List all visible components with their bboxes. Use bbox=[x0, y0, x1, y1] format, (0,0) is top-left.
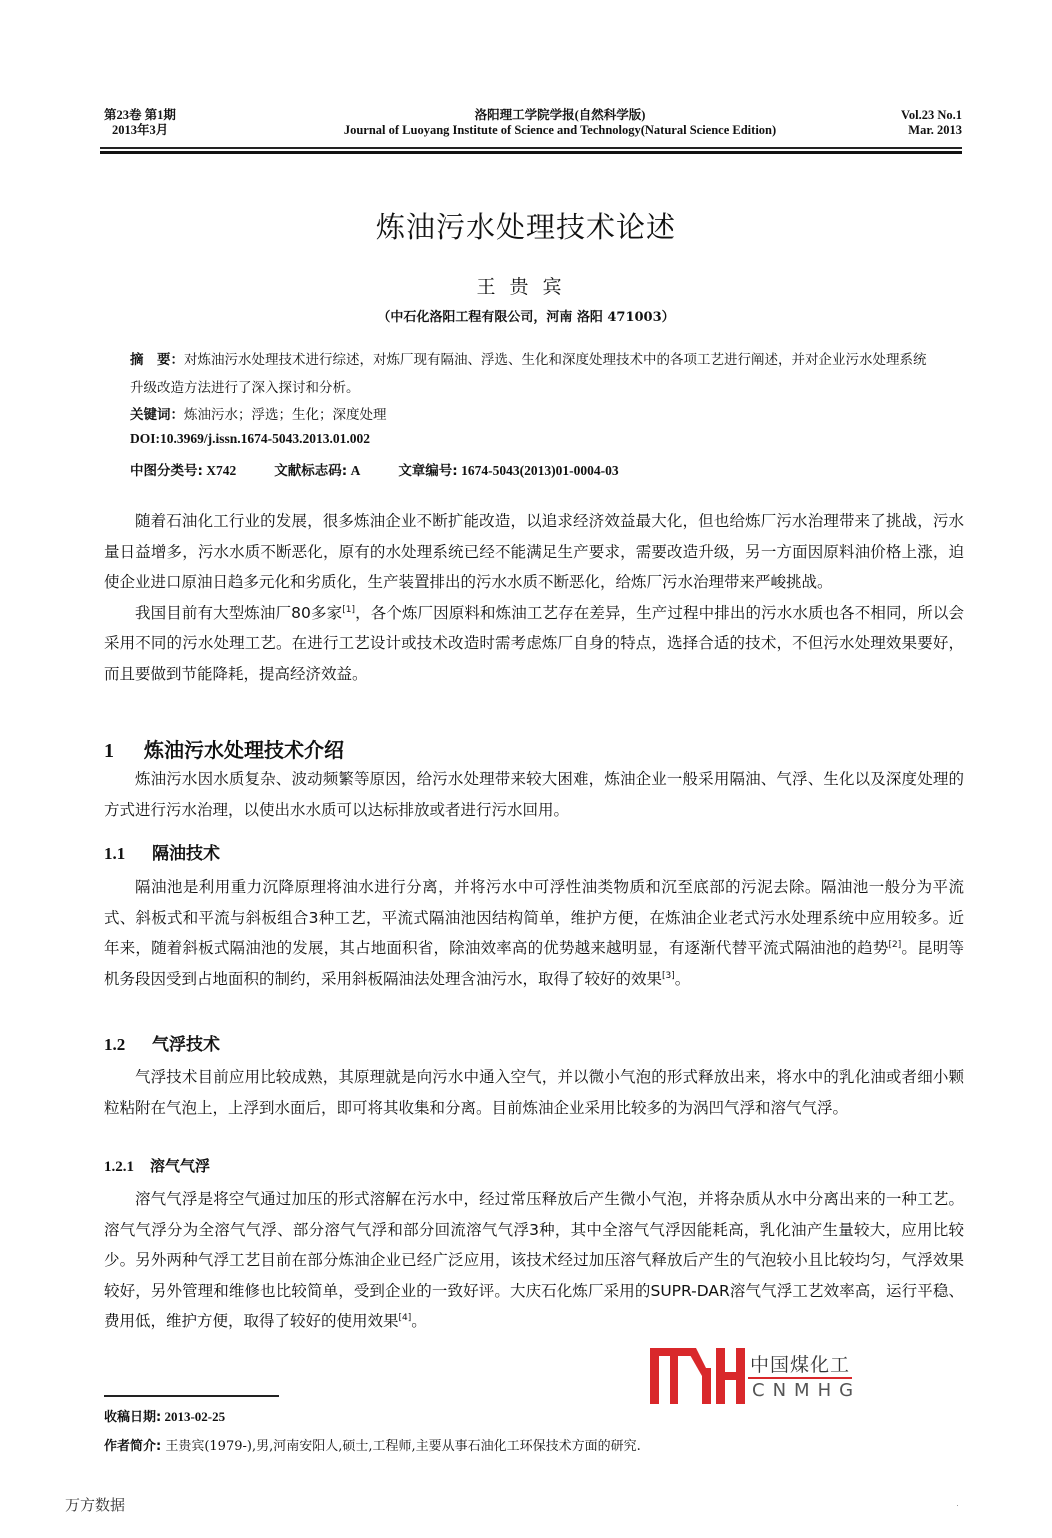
clc-value: X742 bbox=[202, 463, 237, 478]
section-title: 溶气气浮 bbox=[150, 1157, 211, 1175]
section-1-2-heading bbox=[104, 1030, 220, 1055]
header-volume-block bbox=[104, 108, 176, 138]
bio-label: 作者简介: bbox=[104, 1439, 162, 1454]
intro-paragraph-1: 随着石油化工行业的发展，很多炼油企业不断扩能改造，以追求经济效益最大化，但也给炼厂污水治理带来了挑战，污水量日益增多，污水水质不断恶化，原有的水处理系统已经不能满足生产要求，需要改造升级，另一方面因原料油价格上涨，迫使企业进口原油日趋多元化和劣质化，生产装置排出的污水水质不断恶化，给炼厂污水治理带来严峻挑战。 bbox=[104, 512, 964, 591]
footnote-rule bbox=[104, 1395, 279, 1397]
abstract-label: 摘 要： bbox=[130, 352, 184, 368]
section-title: 气浮技术 bbox=[152, 1035, 220, 1055]
bio-value: 王贵宾(1979-),男,河南安阳人,硕士,工程师,主要从事石油化工环保技术方面的研究. bbox=[161, 1439, 641, 1454]
section-title: 炼油污水处理技术介绍 bbox=[144, 738, 344, 762]
intro-p2-text-b: ，各个炼厂因原料和炼油工艺存在差异，生产过程中排出的污水水质也各不相同，所以会采用不同的污水处理工艺。在进行工艺设计或技术改造时需考虑炼厂自身的特点，选择合适的技术，不但污水处理效果要好，而且要做到节能降耗，提高经济效益。 bbox=[104, 603, 964, 683]
sec11-text-c: 。 bbox=[674, 969, 691, 988]
section-1-paragraph: 炼油污水因水质复杂、波动频繁等原因，给污水处理带来较大困难，炼油企业一般采用隔油、气浮、生化以及深度处理的方式进行污水治理，以使出水水质可以达标排放或者进行污水回用。 bbox=[104, 770, 964, 819]
received-value: 2013-02-25 bbox=[161, 1409, 226, 1424]
article-author: 王贵宾 bbox=[476, 276, 576, 298]
sec11-text-b: 。昆明等机务段因受到占地面积的制约，采用斜板隔油法处理含油污水，取得了较好的效果 bbox=[104, 939, 964, 988]
article-no-label: 文章编号: bbox=[398, 463, 458, 479]
classification-line bbox=[130, 459, 619, 479]
header-rule-thick bbox=[100, 151, 962, 154]
abstract-text: 对炼油污水处理技术进行综述，对炼厂现有隔油、浮选、生化和深度处理技术中的各项工艺进行阐述，并对企业污水处理系统升级改造方法进行了深入探讨和分析。 bbox=[130, 352, 927, 396]
clc-label: 中图分类号: bbox=[130, 463, 203, 479]
citation-ref[interactable]: [2] bbox=[888, 939, 902, 950]
scan-speck bbox=[957, 1505, 958, 1506]
header-date-en: Mar. 2013 bbox=[908, 123, 962, 137]
footnote-received bbox=[104, 1406, 225, 1425]
section-1-2-1-paragraph bbox=[104, 1184, 964, 1337]
intro-p2-text-a: 我国目前有大型炼油厂80多家 bbox=[135, 603, 343, 622]
header-rule-thin bbox=[100, 147, 962, 149]
doi: DOI:10.3969/j.issn.1674-5043.2013.01.002 bbox=[130, 431, 371, 446]
citation-ref[interactable]: [3] bbox=[662, 970, 675, 981]
section-number: 1 bbox=[104, 740, 114, 762]
intro-paragraph-2 bbox=[104, 598, 964, 690]
section-1-1-heading bbox=[104, 839, 220, 864]
keywords-value: 炼油污水；浮选；生化；深度处理 bbox=[184, 407, 387, 423]
section-1-2-paragraph: 气浮技术目前应用比较成熟，其原理就是向污水中通入空气，并以微小气泡的形式释放出来，将水中的乳化油或者细小颗粒粘附在气泡上，上浮到水面后，即可将其收集和分离。目前炼油企业采用比较多的为涡凹气浮和溶气气浮。 bbox=[104, 1068, 964, 1117]
keywords-label: 关键词： bbox=[130, 407, 184, 423]
sec121-text-b: 。 bbox=[411, 1312, 427, 1330]
section-number: 1.2 bbox=[104, 1035, 126, 1054]
section-1-body bbox=[104, 764, 964, 825]
article-title: 炼油污水处理技术论述 bbox=[375, 210, 676, 244]
header-volume-en-block bbox=[860, 108, 962, 138]
footnote-author-bio bbox=[104, 1435, 641, 1454]
section-1-1-body bbox=[104, 872, 964, 994]
logo-divider bbox=[748, 1377, 852, 1379]
section-1-2-body bbox=[104, 1062, 964, 1123]
logo-name-en: CNMHG bbox=[752, 1380, 862, 1401]
section-title: 隔油技术 bbox=[152, 844, 220, 864]
doc-code-label: 文献标志码: bbox=[274, 463, 348, 479]
doc-code-value: A bbox=[347, 463, 361, 478]
header-volume-en: Vol.23 No.1 bbox=[900, 108, 962, 122]
sec121-text-a: 溶气气浮是将空气通过加压的形式溶解在污水中，经过常压释放后产生微小气泡，并将杂质从水中分离出来的一种工艺。溶气气浮分为全溶气气浮、部分溶气气浮和部分回流溶气气浮3种，其中全溶气气浮因能耗高，乳化油产生量较大，应用比较少。另外两种气浮工艺目前在部分炼油企业已经广泛应用，该技术经过加压溶气释放后产生的气泡较小且比较均匀，气浮效果较好，另外管理和维修也比较简单，受到企业的一致好评。大庆石化炼厂采用的SUPR-DAR溶气气浮工艺效率高，运行平稳、费用低，维护方便，取得了较好的使用效果 bbox=[104, 1190, 964, 1330]
citation-ref[interactable]: [1] bbox=[342, 604, 355, 615]
citation-ref[interactable]: [4] bbox=[398, 1312, 412, 1323]
logo-mh-glyph bbox=[650, 1348, 745, 1404]
header-volume-cn: 第23卷 第1期 bbox=[104, 108, 176, 122]
keywords bbox=[130, 403, 387, 423]
header-journal-cn: 洛阳理工学院学报(自然科学版) bbox=[474, 108, 646, 122]
section-number: 1.2.1 bbox=[104, 1159, 134, 1175]
logo-name-cn: 中国煤化工 bbox=[750, 1354, 851, 1376]
wanfang-watermark: 万方数据 bbox=[65, 1496, 126, 1514]
section-number: 1.1 bbox=[104, 844, 126, 863]
section-1-2-1-body bbox=[104, 1184, 964, 1337]
section-1-2-1-heading bbox=[104, 1155, 210, 1176]
header-journal-en: Journal of Luoyang Institute of Science and Technology(Natural Science Edition) bbox=[343, 123, 777, 137]
header-date-cn: 2013年3月 bbox=[112, 123, 169, 137]
abstract bbox=[130, 346, 930, 402]
article-affiliation: （中石化洛阳工程有限公司，河南 洛阳 471003） bbox=[377, 310, 675, 325]
sec11-text-a: 隔油池是利用重力沉降原理将油水进行分离，并将污水中可浮性油类物质和沉至底部的污泥去除。隔油池一般分为平流式、斜板式和平流与斜板组合3种工艺，平流式隔油池因结构简单，维护方便，在炼油企业老式污水处理系统中应用较多。近年来，随着斜板式隔油池的发展，其占地面积省，除油效率高的优势越来越明显，有逐渐代替平流式隔油池的趋势 bbox=[104, 878, 964, 957]
received-label: 收稿日期: bbox=[104, 1410, 162, 1425]
intro-section bbox=[104, 506, 964, 689]
article-no-value: 1674-5043(2013)01-0004-03 bbox=[457, 463, 619, 478]
section-1-heading bbox=[104, 734, 344, 763]
section-1-1-paragraph bbox=[104, 872, 964, 994]
header-journal-block bbox=[280, 108, 840, 138]
